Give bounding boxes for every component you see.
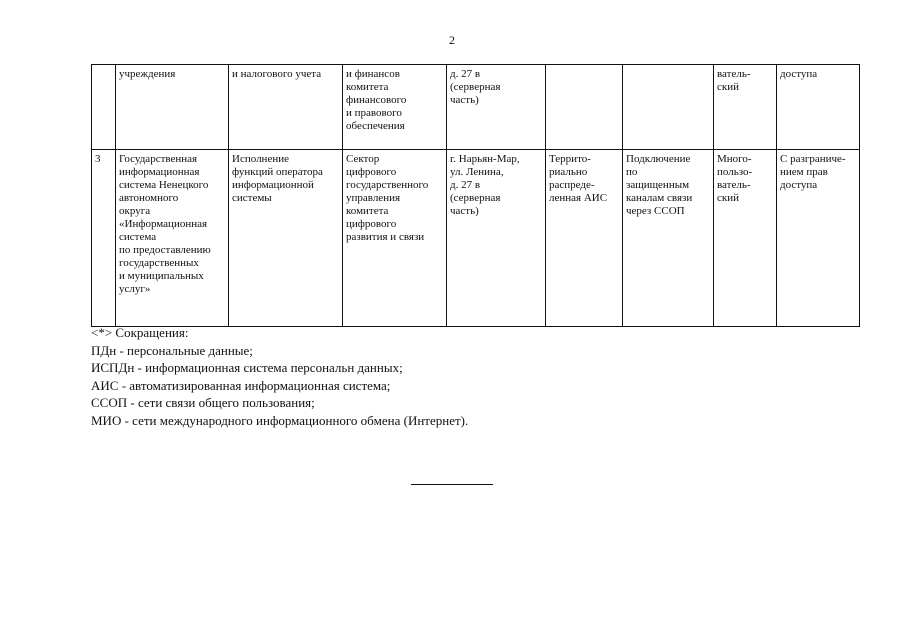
location-cell: д. 27 в (серверная часть) <box>447 65 546 150</box>
purpose-cell: Исполнение функций оператора информационной системы <box>229 150 343 327</box>
structure-cell <box>546 65 623 150</box>
table-row <box>92 150 860 327</box>
access-cell: доступа <box>777 65 860 150</box>
information-systems-table <box>91 64 860 327</box>
access-cell: С разграниче- нием прав доступа <box>777 150 860 327</box>
note-item: МИО - сети международного информационного обмена (Интернет). <box>91 412 469 428</box>
operator-cell: Сектор цифрового государственного управления комитета цифрового развития и связи <box>343 150 447 327</box>
mode-cell: Много- пользо- ватель- ский <box>714 150 777 327</box>
structure-cell: Террито- риально распреде- ленная АИС <box>546 150 623 327</box>
operator-cell: и финансов комитета финансового и правового обеспечения <box>343 65 447 150</box>
connection-cell <box>623 65 714 150</box>
note-item: АИС - автоматизированная информационная система; <box>91 377 391 393</box>
row-number-cell <box>92 65 116 150</box>
abbreviations-notes <box>91 324 468 429</box>
system-name-cell: Государственная информационная система Ненецкого автономного округа «Информационная система по предоставлению государственных и муниципальных услуг» <box>116 150 229 327</box>
page-number: 2 <box>449 33 455 47</box>
location-cell: г. Нарьян-Мар, ул. Ленина, д. 27 в (серверная часть) <box>447 150 546 327</box>
end-divider <box>411 484 493 485</box>
table-row <box>92 65 860 150</box>
notes-heading: <*> Сокращения: <box>91 325 189 340</box>
system-name-cell: учреждения <box>116 65 229 150</box>
row-number-cell: 3 <box>92 150 116 327</box>
purpose-cell: и налогового учета <box>229 65 343 150</box>
note-item: ПДн - персональные данные; <box>91 342 253 358</box>
connection-cell: Подключение по защищенным каналам связи через ССОП <box>623 150 714 327</box>
note-item: ИСПДн - информационная система персональн данных; <box>91 360 403 375</box>
mode-cell: ватель- ский <box>714 65 777 150</box>
note-item: ССОП - сети связи общего пользования; <box>91 395 315 410</box>
